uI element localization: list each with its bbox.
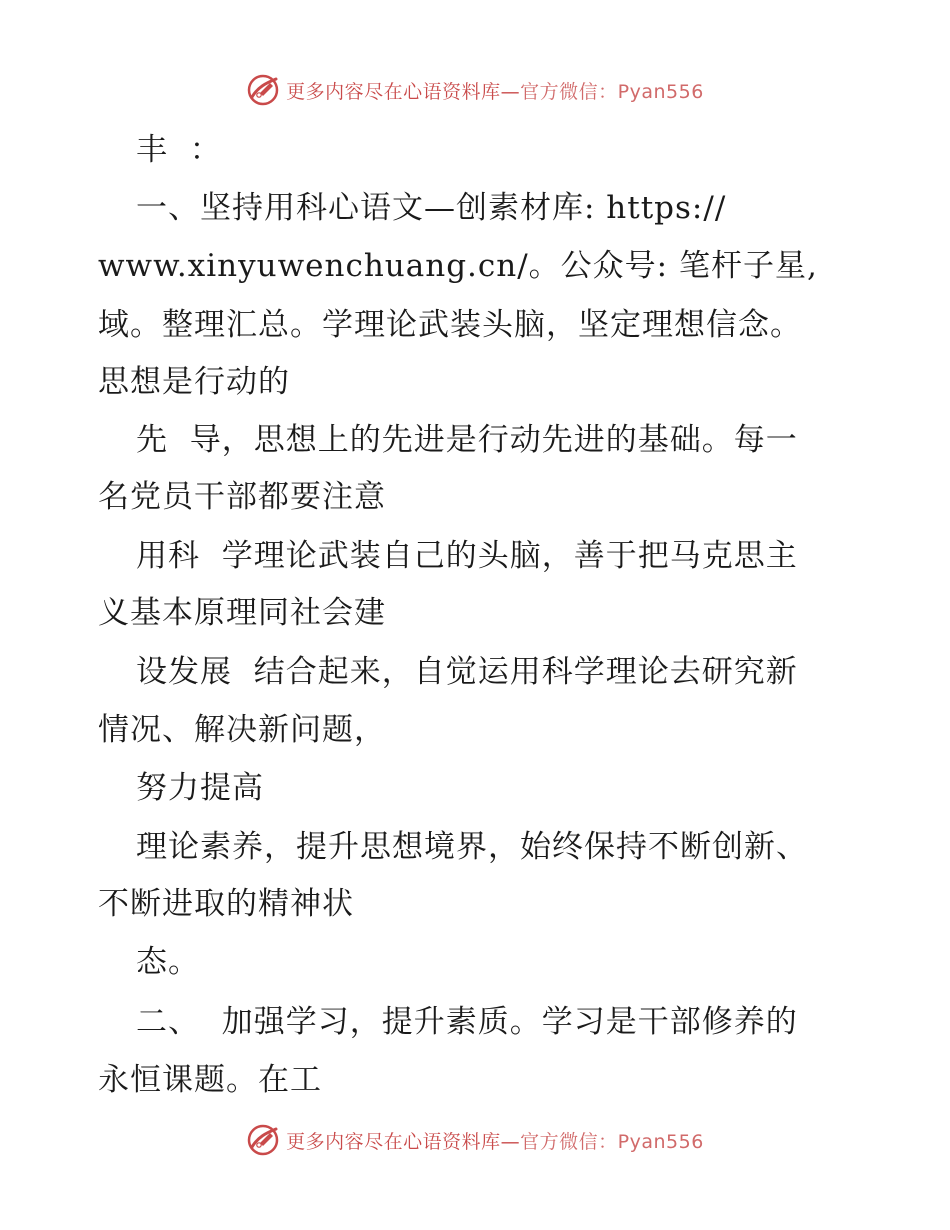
- body-line-9: 义基本原理同社会建: [98, 595, 386, 631]
- footer-wechat-text: 官方微信：Pyan556: [520, 1130, 704, 1153]
- body-line-1: 丰 ：: [136, 132, 222, 168]
- body-line-4: 域。整理汇总。学理论武装头脑，坚定理想信念。: [98, 307, 802, 343]
- body-line-16: 二、 加强学习，提升素质。学习是干部修养的: [136, 1004, 798, 1040]
- body-line-5: 思想是行动的: [98, 364, 290, 400]
- header-site-text: 更多内容尽在心语资料库—: [286, 80, 521, 103]
- footer-banner-text: [286, 1127, 704, 1154]
- body-line-12: 努力提高: [136, 770, 264, 806]
- body-line-8: 用科 学理论武装自己的头脑，善于把马克思主: [136, 538, 798, 574]
- body-line-14: 不断进取的精神状: [98, 886, 354, 922]
- body-line-13: 理论素养，提升思想境界，始终保持不断创新、: [136, 829, 808, 865]
- footer-site-text: 更多内容尽在心语资料库—: [286, 1130, 521, 1153]
- body-line-2: 一、坚持用科心语文—创素材库: https://: [136, 190, 727, 226]
- body-line-10: 设发展 结合起来，自觉运用科学理论去研究新: [136, 654, 798, 690]
- body-line-11: 情况、解决新问题，: [98, 712, 386, 748]
- header-wechat-text: 官方微信：Pyan556: [520, 80, 704, 103]
- body-line-6: 先 导，思想上的先进是行动先进的基础。每一: [136, 422, 798, 458]
- body-line-7: 名党员干部都要注意: [98, 479, 386, 515]
- body-line-17: 永恒课题。在工: [98, 1062, 322, 1098]
- footer-banner: [0, 1120, 950, 1160]
- body-line-3: www.xinyuwenchuang.cn/。公众号: 笔杆子星,: [98, 248, 818, 284]
- body-line-15: 态。: [136, 944, 200, 980]
- pen-logo-icon: [246, 1123, 280, 1157]
- header-banner-text: [286, 77, 704, 104]
- pen-logo-icon: [246, 73, 280, 107]
- header-banner: [0, 70, 950, 110]
